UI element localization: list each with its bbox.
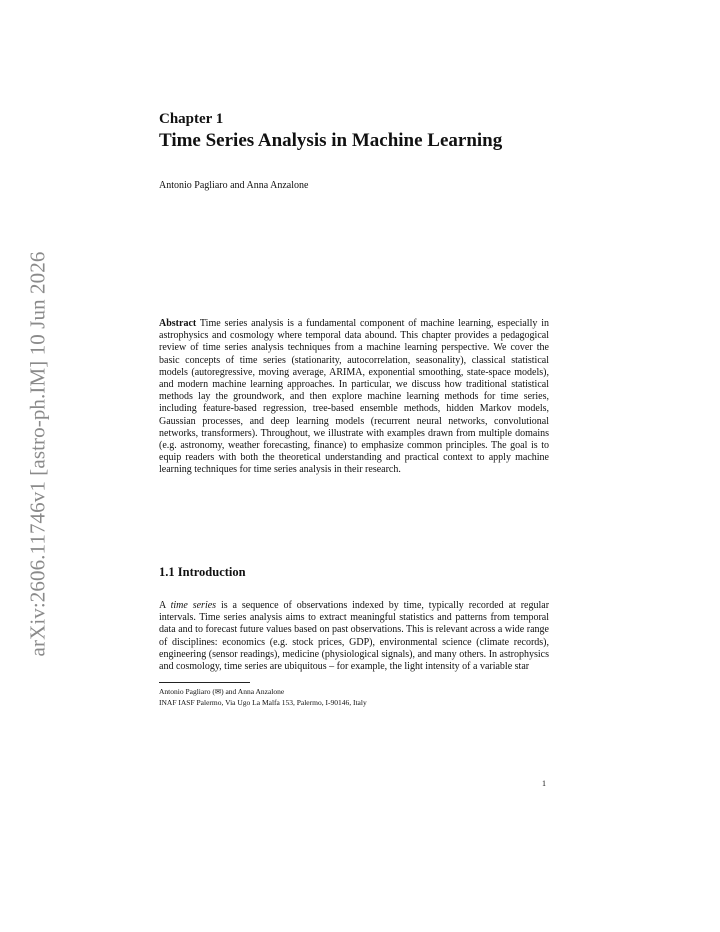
intro-paragraph xyxy=(159,600,549,673)
footnote xyxy=(159,686,367,708)
section-heading: 1.1 Introduction xyxy=(159,565,246,579)
abstract-label: Abstract xyxy=(159,318,197,329)
chapter-authors: Antonio Pagliaro and Anna Anzalone xyxy=(159,180,309,191)
intro-term: time series xyxy=(170,600,217,611)
page-number: 1 xyxy=(542,779,546,788)
footnote-rule xyxy=(159,682,250,683)
intro-start: A xyxy=(159,600,171,611)
chapter-label: Chapter 1 xyxy=(159,111,224,127)
abstract-text: Time series analysis is a fundamental component of machine learning, especially in astrophysics and cosmology where temporal data abound. This chapter provides a pedagogical review of time series analysis techniques from a machine learning perspective. We cover the basic concepts of time series (stationarity, autocorrelation, seasonality), classical statistical models (autoregressive, moving average, ARIMA, exponential smoothing, state-space models), and modern machine learning approaches. In particular, we discuss how traditional statistical methods lay the groundwork, and then explore machine learning methods for time series, including feature-based regression, tree-based ensemble methods, hidden Markov models, Gaussian processes, and deep learning models (recurrent neural networks, convolutional networks, transformers). Throughout, we illustrate with examples drawn from multiple domains (e.g. astronomy, weather forecasting, finance) to emphasize common principles. The goal is to equip readers with both the theoretical understanding and practical context to apply machine learning techniques for time series analysis in their research. xyxy=(159,318,550,476)
intro-rest: is a sequence of observations indexed by time, typically recorded at regular intervals. Time series analysis aims to extract meaningful statistics and patterns from temporal data and to forecast future values based on past observations. This is relevant across a wide range of disciplines: economics (e.g. stock prices, GDP), environmental science (climate records), engineering (sensor readings), medicine (physiological signals), and many others. In astrophysics and cosmology, time series are ubiquitous – for example, the light intensity of a variable star xyxy=(159,600,550,673)
footnote-affiliation: INAF IASF Palermo, Via Ugo La Malfa 153, Palermo, I-90146, Italy xyxy=(159,698,367,707)
footnote-authors: Antonio Pagliaro (✉) and Anna Anzalone xyxy=(159,687,285,696)
arxiv-identifier: arXiv:2606.11746v1 [astro-ph.IM] 10 Jun 2026 xyxy=(25,251,50,657)
chapter-title: Time Series Analysis in Machine Learning xyxy=(159,130,503,151)
abstract-paragraph xyxy=(159,318,549,477)
